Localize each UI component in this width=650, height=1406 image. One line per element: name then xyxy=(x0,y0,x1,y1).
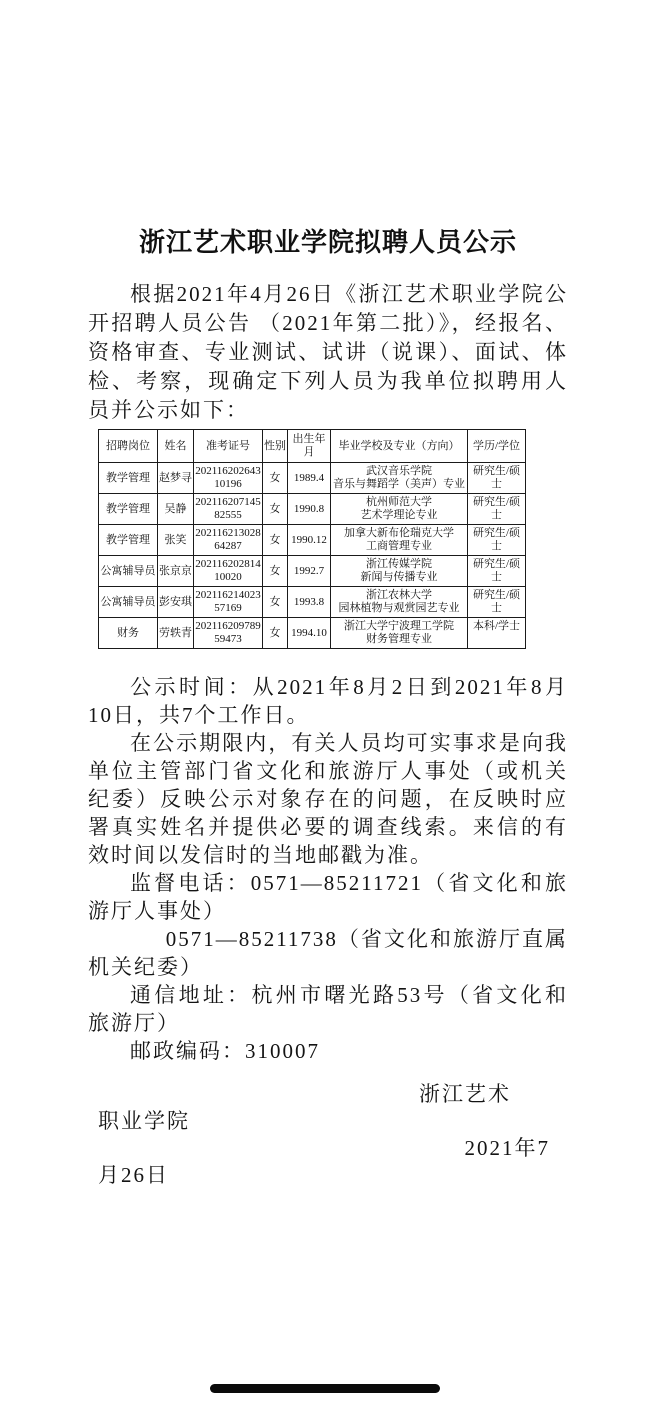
supervision-phone-line2: 0571—85211738（省文化和旅游厅直属机关纪委） xyxy=(88,927,568,979)
cell-school: 浙江大学宁波理工学院 财务管理专业 xyxy=(331,618,468,649)
cell-degree: 研究生/硕士 xyxy=(468,494,526,525)
cell-degree: 研究生/硕士 xyxy=(468,525,526,556)
signature-date-part1: 2021年7 xyxy=(464,1136,550,1160)
cell-name: 彭安琪 xyxy=(158,587,194,618)
page-title: 浙江艺术职业学院拟聘人员公示 xyxy=(138,227,517,257)
table-row xyxy=(99,556,526,587)
signature-org-part2: 职业学院 xyxy=(98,1109,190,1133)
postal-code: 邮政编码：310007 xyxy=(130,1039,320,1063)
cell-gender: 女 xyxy=(263,556,288,587)
signature-block xyxy=(88,1081,568,1189)
publicity-rules-paragraph: 在公示期限内，有关人员均可实事求是向我单位主管部门省文化和旅游厅人事处（或机关纪委）反映公示对象存在的问题，在反映时应署真实姓名并提供必要的调查线索。来信的有效时间以发信时的当地邮戳为准。 xyxy=(88,731,568,867)
cell-birth: 1994.10 xyxy=(288,618,331,649)
cell-school: 杭州师范大学 艺术学理论专业 xyxy=(331,494,468,525)
cell-gender: 女 xyxy=(263,463,288,494)
cell-name: 劳轶青 xyxy=(158,618,194,649)
home-indicator-bar[interactable] xyxy=(210,1384,440,1393)
cell-birth: 1992.7 xyxy=(288,556,331,587)
cell-exam-number: 202116214023 57169 xyxy=(194,587,263,618)
cell-exam-number: 202116202814 10020 xyxy=(194,556,263,587)
cell-school: 加拿大新布伦瑞克大学 工商管理专业 xyxy=(331,525,468,556)
table-row xyxy=(99,525,526,556)
hired-candidates-table xyxy=(98,429,526,649)
cell-gender: 女 xyxy=(263,525,288,556)
cell-position: 教学管理 xyxy=(99,494,158,525)
cell-position: 财务 xyxy=(99,618,158,649)
cell-degree: 研究生/硕士 xyxy=(468,556,526,587)
cell-exam-number: 202116209789 59473 xyxy=(194,618,263,649)
table-row xyxy=(99,618,526,649)
cell-exam-number: 202116202643 10196 xyxy=(194,463,263,494)
signature-date-part2: 月26日 xyxy=(98,1163,169,1187)
cell-name: 张笑 xyxy=(158,525,194,556)
supervision-phone-line1: 监督电话：0571—85211721（省文化和旅游厅人事处） xyxy=(88,871,568,923)
cell-position: 公寓辅导员 xyxy=(99,587,158,618)
cell-exam-number: 202116207145 82555 xyxy=(194,494,263,525)
cell-degree: 研究生/硕士 xyxy=(468,587,526,618)
column-header-birth: 出生年月 xyxy=(288,430,331,463)
cell-position: 公寓辅导员 xyxy=(99,556,158,587)
signature-org-part1: 浙江艺术 xyxy=(419,1082,511,1106)
table-row xyxy=(99,463,526,494)
column-header-position: 招聘岗位 xyxy=(99,430,158,463)
mailing-address: 通信地址：杭州市曙光路53号（省文化和旅游厅） xyxy=(88,983,568,1035)
cell-birth: 1993.8 xyxy=(288,587,331,618)
cell-degree: 研究生/硕士 xyxy=(468,463,526,494)
column-header-degree: 学历/学位 xyxy=(468,430,526,463)
column-header-gender: 性别 xyxy=(263,430,288,463)
cell-school: 武汉音乐学院 音乐与舞蹈学（美声）专业 xyxy=(331,463,468,494)
cell-name: 吴静 xyxy=(158,494,194,525)
cell-degree: 本科/学士 xyxy=(468,618,526,649)
column-header-school: 毕业学校及专业（方向） xyxy=(331,430,468,463)
cell-name: 张京京 xyxy=(158,556,194,587)
cell-birth: 1990.8 xyxy=(288,494,331,525)
cell-school: 浙江农林大学 园林植物与观赏园艺专业 xyxy=(331,587,468,618)
cell-exam-number: 202116213028 64287 xyxy=(194,525,263,556)
cell-gender: 女 xyxy=(263,494,288,525)
cell-birth: 1990.12 xyxy=(288,525,331,556)
cell-position: 教学管理 xyxy=(99,463,158,494)
cell-school: 浙江传媒学院 新闻与传播专业 xyxy=(331,556,468,587)
cell-name: 赵梦寻 xyxy=(158,463,194,494)
column-header-name: 姓名 xyxy=(158,430,194,463)
table-row xyxy=(99,494,526,525)
table-row xyxy=(99,587,526,618)
column-header-exam-number: 准考证号 xyxy=(194,430,263,463)
table-header-row xyxy=(99,430,526,463)
cell-position: 教学管理 xyxy=(99,525,158,556)
cell-gender: 女 xyxy=(263,587,288,618)
cell-gender: 女 xyxy=(263,618,288,649)
cell-birth: 1989.4 xyxy=(288,463,331,494)
publicity-time-paragraph: 公示时间：从2021年8月2日到2021年8月10日，共7个工作日。 xyxy=(88,675,568,727)
intro-paragraph: 根据2021年4月26日《浙江艺术职业学院公开招聘人员公告 （2021年第二批）》，经报名、资格审查、专业测试、试讲（说课）、面试、体检、考察，现确定下列人员为我单位拟聘用人员并公示如下： xyxy=(88,282,568,422)
